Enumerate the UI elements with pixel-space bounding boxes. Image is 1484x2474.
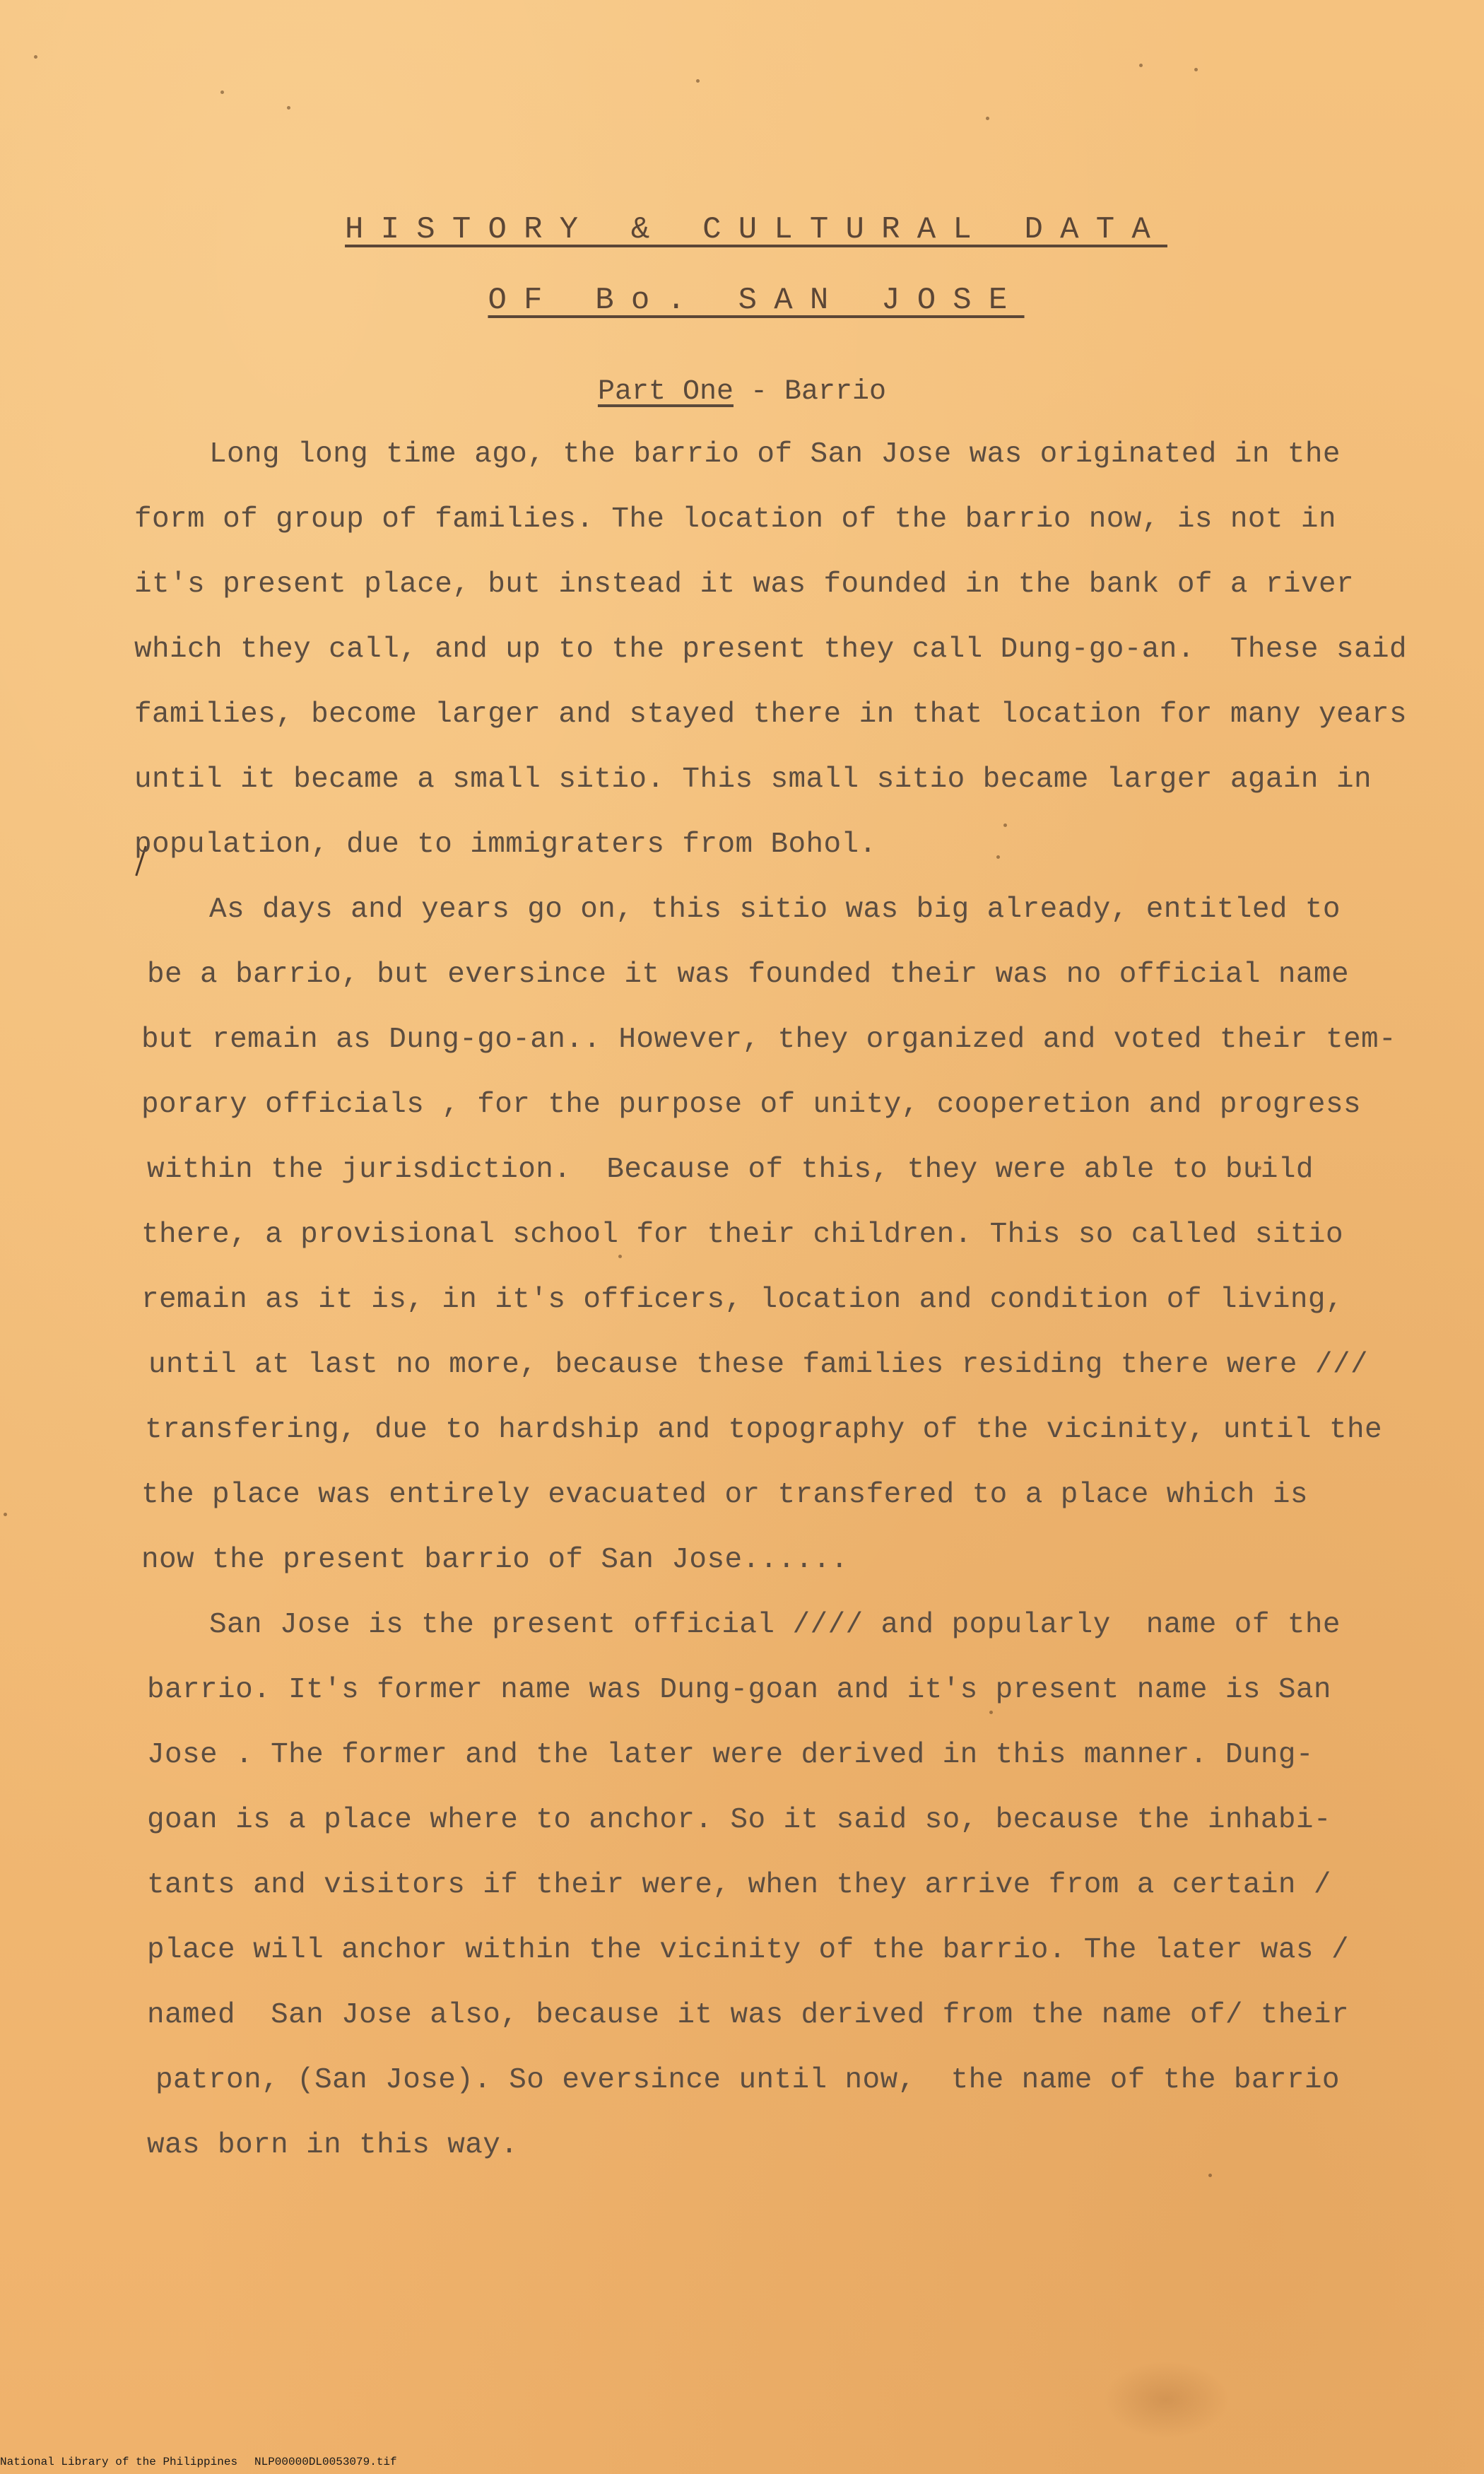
- text-line: As days and years go on, this sitio was big already, entitled to: [209, 893, 1341, 926]
- text-line: there, a provisional school for their children. This so called sitio: [141, 1219, 1343, 1251]
- text-line: Long long time ago, the barrio of San Jose was originated in the: [209, 438, 1341, 471]
- text-line: it's present place, but instead it was founded in the bank of a river: [134, 568, 1354, 601]
- document-title: HISTORY & CULTURAL DATA: [345, 212, 1167, 247]
- part-heading: [0, 376, 1484, 408]
- paper-stain: [1102, 2361, 1230, 2439]
- text-line: porary officials , for the purpose of unity, cooperetion and progress: [141, 1089, 1361, 1121]
- text-line: remain as it is, in it's officers, location and condition of living,: [141, 1284, 1343, 1316]
- text-line: but remain as Dung-go-an.. However, they organized and voted their tem-: [141, 1024, 1396, 1056]
- text-line: be a barrio, but eversince it was founded their was no official name: [147, 958, 1349, 991]
- text-line: goan is a place where to anchor. So it said so, because the inhabi-: [147, 1804, 1331, 1836]
- text-line: Jose . The former and the later were derived in this manner. Dung-: [147, 1739, 1314, 1771]
- text-line: named San Jose also, because it was derived from the name of/ their: [147, 1999, 1349, 2032]
- text-line: within the jurisdiction. Because of this, they were able to build: [147, 1154, 1314, 1186]
- text-line: transfering, due to hardship and topography of the vicinity, until the: [145, 1414, 1382, 1446]
- text-line: tants and visitors if their were, when they arrive from a certain /: [147, 1869, 1331, 1901]
- text-line: families, become larger and stayed there in that location for many years: [134, 698, 1408, 731]
- part-label: Part One: [597, 376, 734, 408]
- text-line: barrio. It's former name was Dung-goan and it's present name is San: [147, 1674, 1331, 1706]
- text-line: the place was entirely evacuated or transfered to a place which is: [141, 1479, 1308, 1511]
- text-line: San Jose is the present official //// and popularly name of the: [209, 1609, 1341, 1641]
- footer-library: National Library of the Philippines: [0, 2456, 238, 2468]
- text-line: form of group of families. The location of the barrio now, is not in: [134, 503, 1336, 536]
- text-line: until it became a small sitio. This small sitio became larger again in: [134, 763, 1372, 796]
- text-line: now the present barrio of San Jose......: [141, 1544, 849, 1576]
- document-subtitle: OF Bo. SAN JOSE: [488, 283, 1025, 318]
- text-line: population, due to immigraters from Bohol.: [134, 828, 877, 861]
- part-suffix: - Barrio: [733, 376, 887, 408]
- text-line: patron, (San Jose). So eversince until now, the name of the barrio: [155, 2064, 1340, 2097]
- text-line: was born in this way.: [147, 2129, 519, 2162]
- text-line: until at last no more, because these families residing there were ///: [148, 1349, 1368, 1381]
- footer-filename: NLP00000DL0053079.tif: [254, 2456, 397, 2468]
- text-line: place will anchor within the vicinity of the barrio. The later was /: [147, 1934, 1349, 1966]
- text-line: which they call, and up to the present they call Dung-go-an. These said: [134, 633, 1408, 666]
